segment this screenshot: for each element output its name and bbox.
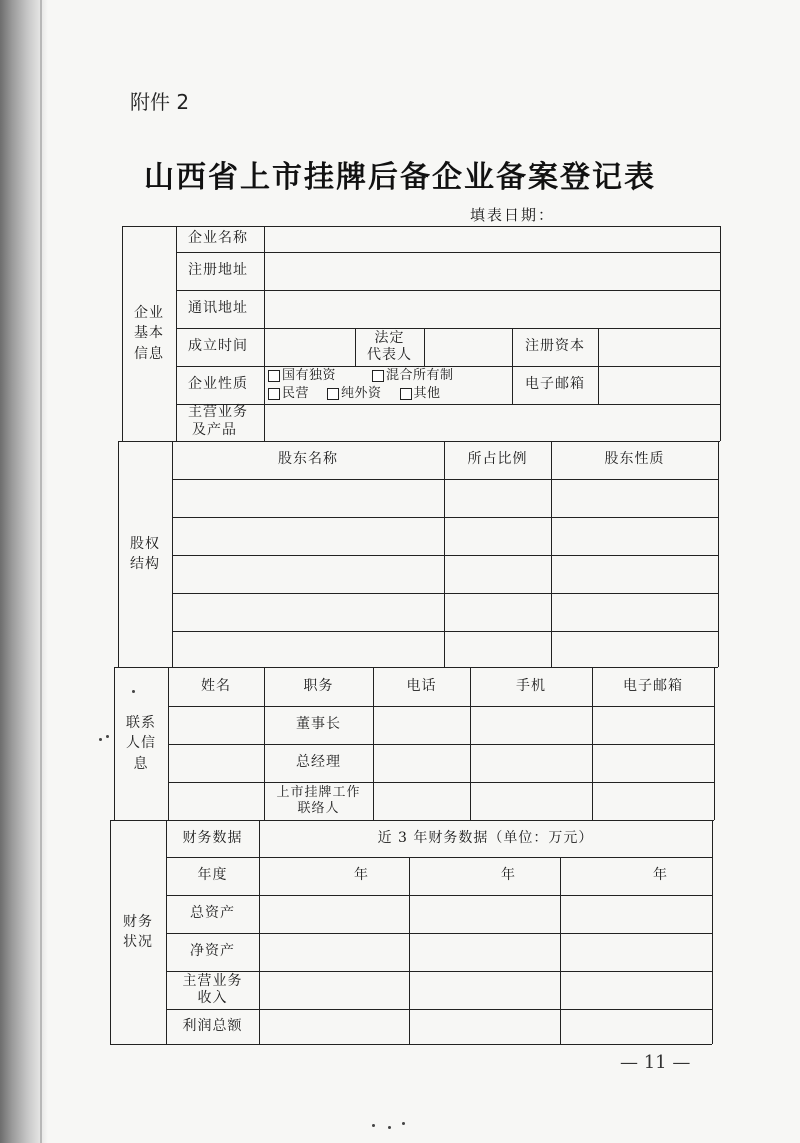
section-basic-info-label: 企业 基本 信息 xyxy=(134,305,164,362)
section-contact-label: 联系 人信 息 xyxy=(126,715,156,772)
legal-rep-label: 法定 代表人 xyxy=(367,329,412,363)
legal-rep-field[interactable] xyxy=(424,328,512,366)
contact-mobile-header: 手机 xyxy=(516,677,546,694)
nature-option-state-owned[interactable]: 国有独资 xyxy=(268,367,336,385)
scan-speck xyxy=(402,1122,405,1125)
share-ratio-header: 所占比例 xyxy=(467,451,528,468)
company-name-label: 企业名称 xyxy=(188,230,248,247)
profit-label: 利润总额 xyxy=(182,1017,243,1034)
total-assets-label: 总资产 xyxy=(190,905,235,922)
shareholder-name-header: 股东名称 xyxy=(278,451,338,468)
revenue-label: 主营业务 收入 xyxy=(182,972,243,1006)
page-number: — 11 — xyxy=(620,1052,691,1073)
nature-option-foreign[interactable]: 纯外资 xyxy=(327,385,382,403)
nature-option-other[interactable]: 其他 xyxy=(400,385,441,403)
nature-label: 企业性质 xyxy=(188,376,248,393)
year-1-field[interactable]: 年 xyxy=(354,867,369,884)
section-finance-label: 财务 状况 xyxy=(123,913,153,950)
fill-date-label: 填表日期： xyxy=(470,206,556,224)
reg-capital-field[interactable] xyxy=(598,328,720,366)
founded-label: 成立时间 xyxy=(188,338,248,355)
reg-capital-label: 注册资本 xyxy=(525,338,585,355)
checkbox-icon xyxy=(372,370,384,382)
attachment-label: 附件 2 xyxy=(130,90,190,114)
net-assets-label: 净资产 xyxy=(190,943,235,960)
email-field[interactable] xyxy=(598,366,720,404)
checkbox-icon xyxy=(268,388,280,400)
checkbox-icon xyxy=(268,370,280,382)
mail-address-label: 通讯地址 xyxy=(188,300,248,317)
scan-speck xyxy=(388,1126,391,1129)
mail-address-field[interactable] xyxy=(264,290,720,328)
year-label: 年度 xyxy=(197,867,228,884)
business-label: 主营业务 及产品 xyxy=(188,404,248,438)
scan-speck xyxy=(99,738,102,741)
scan-speck xyxy=(372,1124,375,1127)
reg-address-label: 注册地址 xyxy=(188,262,248,279)
company-name-field[interactable] xyxy=(264,226,720,252)
scan-speck xyxy=(106,735,109,738)
role-general-manager: 总经理 xyxy=(296,754,341,771)
section-equity-label: 股权 结构 xyxy=(130,535,160,572)
checkbox-icon xyxy=(327,388,339,400)
checkbox-icon xyxy=(400,388,412,400)
founded-field[interactable] xyxy=(264,328,355,366)
contact-phone-header: 电话 xyxy=(406,677,437,694)
year-3-field[interactable]: 年 xyxy=(653,867,668,884)
shareholder-type-header: 股东性质 xyxy=(604,451,665,468)
scan-speck xyxy=(132,690,135,693)
year-2-field[interactable]: 年 xyxy=(501,867,516,884)
contact-name-header: 姓名 xyxy=(201,677,231,694)
role-liaison: 上市挂牌工作 联络人 xyxy=(276,784,361,816)
contact-position-header: 职务 xyxy=(303,677,334,694)
nature-options xyxy=(268,367,506,403)
reg-address-field[interactable] xyxy=(264,252,720,290)
finance-data-description: 近 3 年财务数据（单位：万元） xyxy=(377,829,594,846)
email-label: 电子邮箱 xyxy=(525,376,585,393)
role-chairman: 董事长 xyxy=(296,716,341,733)
contact-email-header: 电子邮箱 xyxy=(623,677,683,694)
nature-option-private[interactable]: 民营 xyxy=(268,385,309,403)
form-title: 山西省上市挂牌后备企业备案登记表 xyxy=(144,160,656,195)
business-field[interactable] xyxy=(264,404,720,441)
finance-data-label: 财务数据 xyxy=(182,829,243,846)
nature-option-mixed[interactable]: 混合所有制 xyxy=(372,367,454,385)
